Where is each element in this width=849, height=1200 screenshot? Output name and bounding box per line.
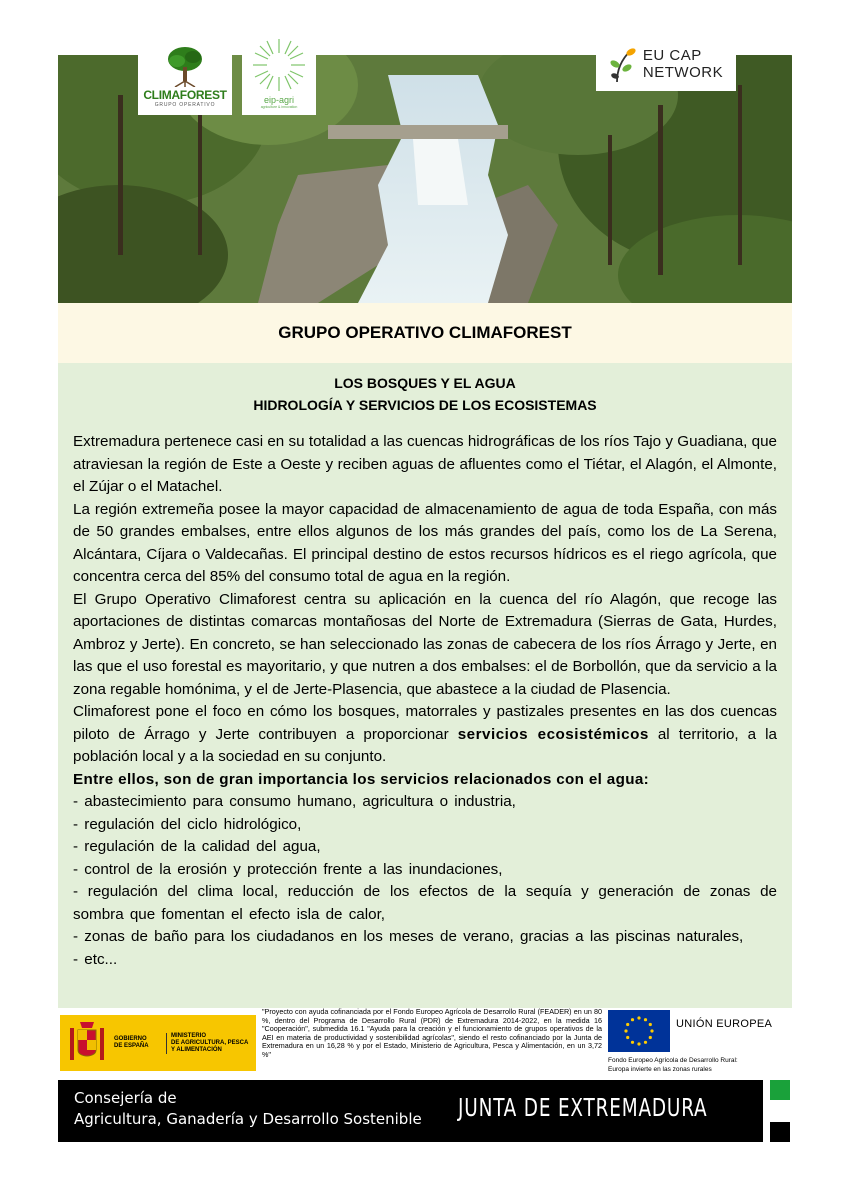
- gobierno-label: [114, 1036, 160, 1050]
- eip-agri-logo: [242, 31, 316, 115]
- paragraph-servicios-end: al territorio, a la población local y a la sociedad en su conjunto.: [73, 725, 777, 765]
- gobierno-espana-logo: [60, 1015, 256, 1071]
- list-item: - zonas de baño para los ciudadanos en los meses de verano, gracias a las piscinas naturales,: [73, 928, 744, 945]
- ministerio-line2: DE AGRICULTURA, PESCA: [171, 1039, 249, 1046]
- consejeria-line1: Consejería de: [74, 1089, 177, 1107]
- ministerio-label: [166, 1033, 255, 1054]
- section-heading-line2: HIDROLOGÍA Y SERVICIOS DE LOS ECOSISTEMAS: [253, 397, 597, 413]
- eu-cap-network-logo: [596, 37, 736, 91]
- funding-statement: "Proyecto con ayuda cofinanciada por el Fondo Europeo Agrícola de Desarrollo Rural (FEADER) en un 80 %, dentro del Programa de Desarrollo Rural (PDR) de Extremadura 2014-2022, en la medida 16 "Cooperación", submedida 16.1 "Ayuda para la creación y el funcionamiento de grupos operativos de la AEI en materia de productividad y sostenibilidad agrícolas", siendo el resto cofinanciado por la Junta de Extremadura en un 16,28 % y por el Estado, Ministerio de Agricultura, Pesca y Alimentación, en un 3,72 %": [262, 1007, 602, 1059]
- feader-label: [608, 1056, 738, 1074]
- list-item: - abastecimiento para consumo humano, agricultura o industria,: [73, 793, 516, 810]
- feader-line2: Europa invierte en las zonas rurales: [608, 1066, 712, 1073]
- section-heading: [58, 372, 792, 416]
- union-europea-label: UNIÓN EUROPEA: [676, 1018, 773, 1030]
- feader-line1: Fondo Europeo Agrícola de Desarrollo Rural:: [608, 1057, 738, 1064]
- junta-extremadura-banner: [58, 1080, 763, 1142]
- eu-flag-icon: [608, 1010, 670, 1052]
- junta-extremadura-wordmark: JUNTA DE EXTREMADURA: [458, 1093, 708, 1122]
- gobierno-line1: GOBIERNO: [114, 1036, 147, 1042]
- climaforest-logo-name: CLIMAFOREST: [143, 87, 227, 102]
- network-line: NETWORK: [642, 64, 724, 81]
- consejeria-label: [74, 1088, 422, 1130]
- section-heading-line1: LOS BOSQUES Y EL AGUA: [334, 375, 516, 391]
- content-panel: [58, 363, 792, 1008]
- list-item: - regulación del clima local, reducción de los efectos de la sequía y generación de zonas de sombra que fomentan el efecto isla de calor,: [73, 883, 777, 923]
- flag-green-square: [770, 1080, 790, 1100]
- paragraph-servicios-start: Climaforest pone el foco en cómo los bosques, matorrales y pastizales presentes en las dos cuencas piloto de Árrago y Jerte contribuyen a proporcionar: [73, 703, 777, 743]
- paragraph-cuencas: Extremadura pertenece casi en su totalidad a las cuencas hidrográficas de los ríos Tajo y Guadiana, que atraviesan la región de Este a Oeste y reciben aguas de afluentes como el Tiétar, el Alagón, el Almonte, el Zújar o el Matachel.: [73, 433, 777, 495]
- eu-cap-line: EU CAP: [642, 47, 702, 64]
- ministerio-line1: MINISTERIO: [171, 1032, 207, 1039]
- eip-agri-logo-subtitle: agriculture & innovation: [260, 105, 298, 109]
- paragraph-alagon: El Grupo Operativo Climaforest centra su aplicación en la cuenca del río Alagón, que recoge las aportaciones de distintas comarcas montañosas del Norte de Extremadura (Sierras de Gata, Hurdes, Ambroz y Jerte). En concreto, se han seleccionado las zonas de cabecera de los ríos Árrago y Jerte, en las que el uso forestal es mayoritario, y que nutren a dos embalses: el de Borbollón, que da servicio a la zona regable homónima, y el de Jerte-Plasencia, que abastece a la ciudad de Plasencia.: [73, 590, 777, 698]
- article-body: [73, 431, 777, 971]
- eu-cap-network-logo-text: [643, 47, 723, 81]
- flag-white-square: [770, 1101, 790, 1121]
- sunburst-icon: [251, 37, 307, 93]
- climaforest-logo: [138, 37, 232, 115]
- climaforest-logo-subtitle: GRUPO OPERATIVO: [154, 101, 216, 108]
- services-lead: Entre ellos, son de gran importancia los servicios relacionados con el agua:: [73, 770, 650, 788]
- list-item: - regulación de la calidad del agua,: [73, 838, 321, 855]
- list-item: - regulación del ciclo hidrológico,: [73, 815, 302, 833]
- title-band: [58, 303, 792, 363]
- paragraph-servicios: [73, 701, 777, 769]
- list-item: - control de la erosión y protección frente a las inundaciones,: [73, 860, 503, 878]
- coat-of-arms-icon: [66, 1020, 108, 1066]
- gobierno-line2: DE ESPAÑA: [114, 1043, 149, 1049]
- servicios-ecosistemicos-highlight: servicios ecosistémicos: [457, 725, 649, 743]
- sprout-icon: [609, 44, 639, 84]
- ministerio-line3: Y ALIMENTACIÓN: [171, 1046, 222, 1053]
- list-item: - etc...: [73, 950, 118, 968]
- tree-icon: [165, 45, 205, 87]
- consejeria-line2: Agricultura, Ganadería y Desarrollo Sostenible: [74, 1110, 422, 1128]
- paragraph-embalses: La región extremeña posee la mayor capacidad de almacenamiento de agua de toda España, con más de 50 grandes embalses, entre ellos algunos de los más grandes del país, como los de La Serena, Alcántara, Cíjara o Valdecañas. El principal destino de estos recursos hídricos es el riego agrícola, que concentra cerca del 85% del consumo total de agua en la región.: [73, 500, 777, 585]
- page-title: GRUPO OPERATIVO CLIMAFOREST: [278, 323, 572, 342]
- flag-black-square: [770, 1122, 790, 1142]
- eip-agri-logo-name: eip-agri: [263, 95, 294, 105]
